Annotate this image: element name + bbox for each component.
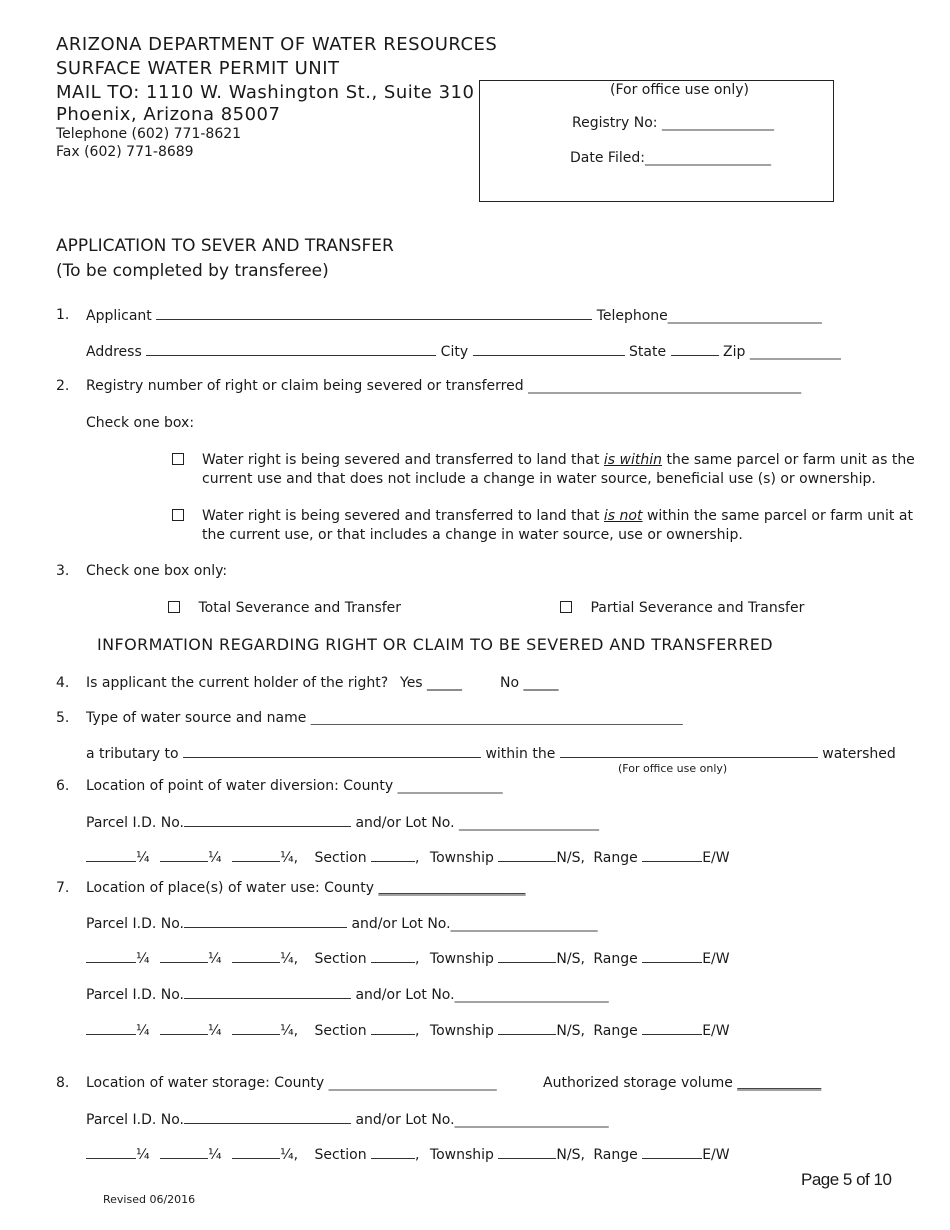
use1-quarter3-field[interactable] — [232, 950, 280, 963]
check-one-only-label: Check one box only: — [86, 563, 228, 579]
watershed-label: watershed — [822, 746, 896, 762]
telephone-field[interactable]: ______________________ — [667, 308, 822, 324]
storage-volume-field[interactable]: ____________ — [737, 1075, 822, 1091]
page-number: Page 5 of 10 — [801, 1170, 892, 1189]
q3-number: 3. — [56, 563, 70, 579]
address-row — [86, 343, 841, 360]
option-within-checkbox[interactable] — [172, 453, 184, 465]
use-county-label: Location of place(s) of water use: County — [86, 880, 375, 896]
watershed-field[interactable] — [560, 745, 818, 758]
city-field[interactable] — [473, 343, 625, 356]
option-not-within-pre: Water right is being severed and transferred to land that — [202, 508, 600, 524]
date-filed-label: Date Filed: — [570, 150, 645, 166]
storage-township-field[interactable] — [498, 1146, 556, 1159]
water-source-row — [86, 710, 683, 726]
quarter-symbol: ¼, — [280, 951, 299, 967]
use-parcel2-label: Parcel I.D. No. — [86, 987, 184, 1003]
storage-county-label: Location of water storage: County — [86, 1075, 325, 1091]
applicant-row — [86, 307, 822, 324]
section-label: Section — [314, 951, 367, 967]
storage-parcel-label: Parcel I.D. No. — [86, 1112, 184, 1128]
registry-field[interactable]: _______________________________________ — [528, 378, 802, 394]
option-not-within-text — [202, 508, 913, 524]
city-state-zip: Phoenix, Arizona 85007 — [56, 104, 281, 125]
mail-to-address: MAIL TO: 1110 W. Washington St., Suite 310 — [56, 82, 475, 103]
storage-volume-row — [543, 1075, 821, 1091]
quarter-symbol: ¼ — [208, 1147, 222, 1163]
option-within-text — [202, 452, 915, 468]
storage-parcel-field[interactable] — [184, 1111, 351, 1124]
use-lot2-label: and/or Lot No. — [355, 987, 455, 1003]
state-label: State — [629, 344, 667, 360]
diversion-quarter1-field[interactable] — [86, 849, 136, 862]
storage-county-field[interactable]: ________________________ — [328, 1075, 497, 1091]
address-field[interactable] — [146, 343, 436, 356]
option-not-within-checkbox[interactable] — [172, 509, 184, 521]
use1-quarter1-field[interactable] — [86, 950, 136, 963]
range-label: Range — [593, 951, 638, 967]
diversion-township-field[interactable] — [498, 849, 556, 862]
diversion-range-field[interactable] — [642, 849, 702, 862]
storage-parcel-row — [86, 1111, 609, 1128]
option-not-within-line2: the current use, or that includes a change in water source, use or ownership. — [202, 527, 743, 543]
total-severance-option — [168, 600, 401, 616]
holder-no-field[interactable]: No _____ — [500, 675, 559, 691]
storage-lot-label: and/or Lot No. — [355, 1112, 455, 1128]
telephone-line: Telephone (602) 771-8621 — [56, 126, 242, 142]
use-lot-field[interactable]: _____________________ — [450, 916, 598, 932]
use1-section-field[interactable] — [371, 950, 415, 963]
use2-quarter1-field[interactable] — [86, 1022, 136, 1035]
section-label: Section — [314, 850, 367, 866]
use-parcel-label: Parcel I.D. No. — [86, 916, 184, 932]
township-label: Township — [429, 1147, 494, 1163]
form-title: APPLICATION TO SEVER AND TRANSFER — [56, 236, 394, 256]
diversion-county-label: Location of point of water diversion: County — [86, 778, 394, 794]
quarter-symbol: ¼ — [208, 951, 222, 967]
diversion-parcel-row — [86, 814, 599, 831]
agency-name: ARIZONA DEPARTMENT OF WATER RESOURCES — [56, 34, 498, 55]
use-parcel-field[interactable] — [184, 915, 347, 928]
partial-severance-option — [560, 600, 804, 616]
ew-label: E/W — [702, 1023, 730, 1039]
use-parcel-row — [86, 915, 598, 932]
water-source-field[interactable]: ______________________________________________________________ — [310, 711, 683, 725]
storage-section-field[interactable] — [371, 1146, 415, 1159]
tributary-row — [86, 745, 896, 762]
quarter-symbol: ¼ — [136, 1147, 150, 1163]
option-within-row — [172, 452, 184, 468]
ns-label: N/S, — [556, 1147, 585, 1163]
registry-question: Registry number of right or claim being severed or transferred — [86, 378, 524, 394]
storage-lot-field[interactable]: ______________________ — [454, 1112, 609, 1128]
q1-number: 1. — [56, 307, 70, 323]
water-source-label: Type of water source and name — [86, 710, 307, 726]
date-filed-row — [570, 150, 771, 166]
ns-label: N/S, — [556, 951, 585, 967]
revised-date: Revised 06/2016 — [103, 1193, 196, 1206]
form-subtitle: (To be completed by transferee) — [56, 261, 329, 281]
range-label: Range — [593, 850, 638, 866]
city-label: City — [440, 344, 469, 360]
use2-quarter2-field[interactable] — [160, 1022, 208, 1035]
diversion-quarter2-field[interactable] — [160, 849, 208, 862]
storage-county-row — [86, 1075, 497, 1091]
q6-number: 6. — [56, 778, 70, 794]
tributary-field[interactable] — [183, 745, 481, 758]
section-label: Section — [314, 1023, 367, 1039]
registry-no-field[interactable]: ________________ — [661, 115, 774, 131]
ew-label: E/W — [702, 1147, 730, 1163]
quarter-symbol: ¼, — [280, 1023, 299, 1039]
use-county-field[interactable]: _____________________ — [378, 880, 526, 896]
ns-label: N/S, — [556, 850, 585, 866]
diversion-parcel-label: Parcel I.D. No. — [86, 815, 184, 831]
diversion-lot-field[interactable]: ____________________ — [459, 815, 600, 831]
quarter-symbol: ¼ — [136, 951, 150, 967]
diversion-section-field[interactable] — [371, 849, 415, 862]
applicant-label: Applicant — [86, 308, 152, 324]
option-within-line2: current use and that does not include a change in water source, beneficial use (s) or ownership. — [202, 471, 876, 487]
ew-label: E/W — [702, 850, 730, 866]
diversion-lot-label: and/or Lot No. — [355, 815, 455, 831]
township-label: Township — [429, 850, 494, 866]
option-within-post: the same parcel or farm unit as the — [666, 452, 915, 468]
storage-range-field[interactable] — [642, 1146, 702, 1159]
registry-row — [86, 378, 801, 394]
tributary-label: a tributary to — [86, 746, 179, 762]
q5-number: 5. — [56, 710, 70, 726]
storage-quarter2-field[interactable] — [160, 1146, 208, 1159]
unit-name: SURFACE WATER PERMIT UNIT — [56, 58, 340, 79]
use1-township-field[interactable] — [498, 950, 556, 963]
storage-quarter1-field[interactable] — [86, 1146, 136, 1159]
partial-severance-label: Partial Severance and Transfer — [590, 600, 805, 616]
use-lot-label: and/or Lot No. — [351, 916, 451, 932]
use1-quarter2-field[interactable] — [160, 950, 208, 963]
quarter-symbol: ¼ — [136, 1023, 150, 1039]
use2-section-field[interactable] — [371, 1022, 415, 1035]
option-not-within-row — [172, 508, 184, 524]
quarter-symbol: ¼, — [280, 850, 299, 866]
storage-legal-row: ¼ ¼ ¼, Section , Township N/S, Range E/W — [86, 1146, 730, 1163]
fax-line: Fax (602) 771-8689 — [56, 144, 194, 160]
total-severance-label: Total Severance and Transfer — [198, 600, 402, 616]
use2-quarter3-field[interactable] — [232, 1022, 280, 1035]
office-use-title: (For office use only) — [610, 82, 749, 98]
diversion-legal-row: ¼ ¼ ¼, Section , Township N/S, Range E/W — [86, 849, 730, 866]
range-label: Range — [593, 1147, 638, 1163]
q7-number: 7. — [56, 880, 70, 896]
use-parcel-row-2 — [86, 986, 609, 1003]
township-label: Township — [429, 1023, 494, 1039]
option-within-emphasis: is within — [603, 452, 663, 468]
registry-no-row — [572, 115, 774, 131]
storage-quarter3-field[interactable] — [232, 1146, 280, 1159]
q8-number: 8. — [56, 1075, 70, 1091]
section-label: Section — [314, 1147, 367, 1163]
watershed-office-note: (For office use only) — [618, 762, 728, 775]
ns-label: N/S, — [556, 1023, 585, 1039]
option-not-within-emphasis: is not — [603, 508, 643, 524]
use-parcel2-field[interactable] — [184, 986, 351, 999]
zip-label: Zip — [723, 344, 746, 360]
address-label: Address — [86, 344, 142, 360]
applicant-field[interactable] — [156, 307, 592, 320]
use-legal-row-2: ¼ ¼ ¼, Section , Township N/S, Range E/W — [86, 1022, 730, 1039]
quarter-symbol: ¼ — [136, 850, 150, 866]
telephone-label: Telephone — [596, 308, 668, 324]
diversion-parcel-field[interactable] — [184, 814, 351, 827]
township-label: Township — [429, 951, 494, 967]
office-use-box — [479, 80, 834, 202]
range-label: Range — [593, 1023, 638, 1039]
registry-no-label: Registry No: — [572, 115, 658, 131]
partial-severance-checkbox[interactable] — [560, 601, 572, 613]
use2-range-field[interactable] — [642, 1022, 702, 1035]
current-holder-question: Is applicant the current holder of the right? — [86, 675, 389, 691]
ew-label: E/W — [702, 951, 730, 967]
quarter-symbol: ¼ — [208, 850, 222, 866]
check-one-box-label: Check one box: — [86, 415, 195, 431]
state-field[interactable] — [671, 343, 719, 356]
use-legal-row-1: ¼ ¼ ¼, Section , Township N/S, Range E/W — [86, 950, 730, 967]
holder-yes-field[interactable]: Yes _____ — [400, 675, 463, 691]
use-lot2-field[interactable]: ______________________ — [454, 987, 609, 1003]
quarter-symbol: ¼ — [208, 1023, 222, 1039]
section-heading: INFORMATION REGARDING RIGHT OR CLAIM TO BE SEVERED AND TRANSFERRED — [97, 635, 773, 654]
zip-field[interactable]: _____________ — [749, 344, 841, 360]
quarter-symbol: ¼, — [280, 1147, 299, 1163]
diversion-county-row — [86, 778, 503, 794]
q2-number: 2. — [56, 378, 70, 394]
diversion-quarter3-field[interactable] — [232, 849, 280, 862]
within-label: within the — [485, 746, 556, 762]
use1-range-field[interactable] — [642, 950, 702, 963]
option-within-pre: Water right is being severed and transferred to land that — [202, 452, 600, 468]
use-county-row — [86, 880, 526, 896]
date-filed-field[interactable]: __________________ — [644, 150, 771, 166]
option-not-within-post: within the same parcel or farm unit at — [646, 508, 913, 524]
storage-volume-label: Authorized storage volume — [543, 1075, 733, 1091]
total-severance-checkbox[interactable] — [168, 601, 180, 613]
use2-township-field[interactable] — [498, 1022, 556, 1035]
q4-number: 4. — [56, 675, 70, 691]
diversion-county-field[interactable]: _______________ — [397, 778, 503, 794]
